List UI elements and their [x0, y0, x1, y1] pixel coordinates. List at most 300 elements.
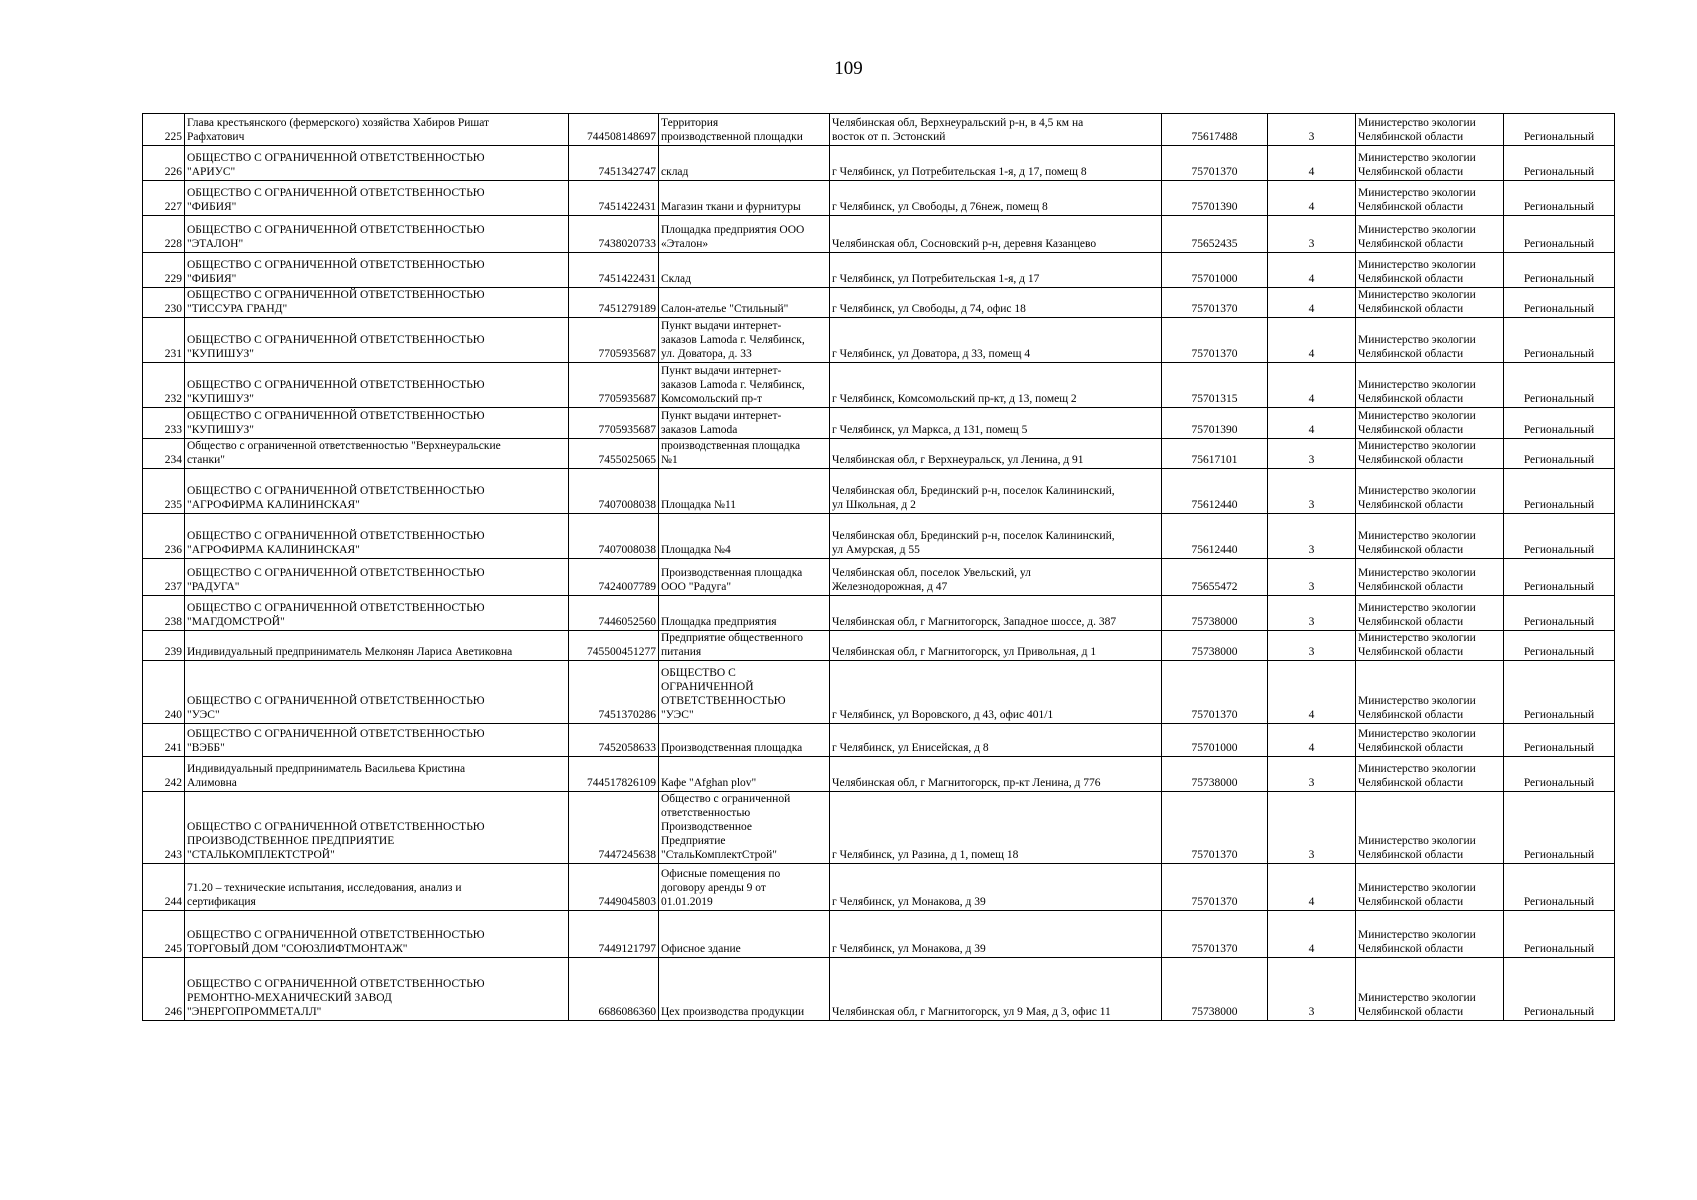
inn-cell	[569, 792, 659, 864]
row-number	[143, 661, 185, 724]
inn-cell-text: 744508148697	[587, 131, 656, 143]
authority-cell	[1356, 253, 1504, 288]
registry-table	[142, 113, 1615, 1021]
oktmo-cell-text: 75701370	[1191, 303, 1238, 315]
oktmo-cell-text: 75701000	[1191, 273, 1238, 285]
table-row	[143, 757, 1615, 792]
inn-cell	[569, 469, 659, 514]
category-cell-text: 4	[1308, 303, 1315, 315]
authority-cell-text: Министерство экологии Челябинской области	[1358, 379, 1476, 405]
category-cell-text: 4	[1308, 273, 1315, 285]
row-number	[143, 114, 185, 146]
object-address-text: г Челябинск, ул Потребительская 1-я, д 17, помещ 8	[832, 166, 1087, 178]
level-cell-text: Региональный	[1523, 273, 1595, 285]
inn-cell-text: 7449045803	[598, 896, 656, 908]
level-cell	[1504, 146, 1615, 181]
object-name	[659, 439, 830, 469]
object-name	[659, 631, 830, 661]
authority-cell-text: Министерство экологии Челябинской области	[1358, 187, 1476, 213]
table-row	[143, 864, 1615, 911]
object-name	[659, 408, 830, 439]
level-cell-text: Региональный	[1523, 499, 1595, 511]
row-number-text: 240	[164, 709, 182, 721]
oktmo-cell	[1162, 318, 1268, 363]
object-address	[830, 792, 1162, 864]
object-address	[830, 114, 1162, 146]
organization-name-text: ОБЩЕСТВО С ОГРАНИЧЕННОЙ ОТВЕТСТВЕННОСТЬЮ "ВЭББ"	[187, 728, 485, 754]
authority-cell-text: Министерство экологии Челябинской области	[1358, 485, 1476, 511]
inn-cell	[569, 559, 659, 596]
object-name-text: ОБЩЕСТВО С ОГРАНИЧЕННОЙ ОТВЕТСТВЕННОСТЬЮ "УЭС"	[661, 667, 786, 721]
oktmo-cell-text: 75652435	[1191, 238, 1238, 250]
level-cell-text: Региональный	[1523, 896, 1595, 908]
organization-name-text: ОБЩЕСТВО С ОГРАНИЧЕННОЙ ОТВЕТСТВЕННОСТЬЮ "ТИССУРА ГРАНД"	[187, 289, 485, 315]
object-name	[659, 661, 830, 724]
oktmo-cell	[1162, 288, 1268, 318]
object-address	[830, 661, 1162, 724]
row-number	[143, 146, 185, 181]
category-cell	[1268, 181, 1356, 216]
authority-cell	[1356, 318, 1504, 363]
organization-name-text: ОБЩЕСТВО С ОГРАНИЧЕННОЙ ОТВЕТСТВЕННОСТЬЮ "АРИУС"	[187, 152, 485, 178]
level-cell	[1504, 911, 1615, 958]
category-cell	[1268, 514, 1356, 559]
inn-cell-text: 7407008038	[598, 544, 656, 556]
object-name	[659, 253, 830, 288]
oktmo-cell-text: 75612440	[1191, 499, 1238, 511]
category-cell	[1268, 631, 1356, 661]
category-cell-text: 4	[1308, 943, 1315, 955]
oktmo-cell	[1162, 181, 1268, 216]
object-address	[830, 864, 1162, 911]
object-name-text: Офисное здание	[661, 943, 741, 955]
object-name-text: производственная площадка №1	[661, 440, 801, 466]
object-name	[659, 216, 830, 253]
row-number	[143, 439, 185, 469]
row-number-text: 228	[164, 238, 182, 250]
oktmo-cell-text: 75701370	[1191, 709, 1238, 721]
row-number-text: 229	[164, 273, 182, 285]
category-cell	[1268, 253, 1356, 288]
object-address-text: Челябинская обл, г Магнитогорск, пр-кт Ленина, д 776	[832, 777, 1101, 789]
object-name-text: Территория производственной площадки	[661, 117, 803, 143]
oktmo-cell	[1162, 724, 1268, 757]
object-name	[659, 146, 830, 181]
authority-cell	[1356, 469, 1504, 514]
oktmo-cell	[1162, 911, 1268, 958]
row-number	[143, 408, 185, 439]
oktmo-cell-text: 75701370	[1191, 896, 1238, 908]
organization-name	[185, 181, 569, 216]
level-cell	[1504, 958, 1615, 1021]
authority-cell	[1356, 724, 1504, 757]
oktmo-cell-text: 75701000	[1191, 742, 1238, 754]
object-address-text: Челябинская обл, г Магнитогорск, ул Привольная, д 1	[832, 646, 1097, 658]
row-number	[143, 363, 185, 408]
oktmo-cell	[1162, 596, 1268, 631]
table-row	[143, 469, 1615, 514]
oktmo-cell	[1162, 408, 1268, 439]
category-cell	[1268, 363, 1356, 408]
object-address-text: г Челябинск, ул Монакова, д 39	[832, 896, 986, 908]
authority-cell	[1356, 114, 1504, 146]
inn-cell	[569, 363, 659, 408]
oktmo-cell	[1162, 864, 1268, 911]
inn-cell	[569, 596, 659, 631]
object-name	[659, 724, 830, 757]
category-cell-text: 3	[1308, 581, 1315, 593]
category-cell	[1268, 439, 1356, 469]
category-cell	[1268, 469, 1356, 514]
object-address	[830, 363, 1162, 408]
object-address-text: Челябинская обл, Брединский р-н, поселок Калининский, ул Амурская, д 55	[832, 530, 1115, 556]
object-name-text: Производственная площадка	[661, 742, 803, 754]
table-row	[143, 958, 1615, 1021]
row-number-text: 239	[164, 646, 182, 658]
organization-name	[185, 318, 569, 363]
category-cell	[1268, 559, 1356, 596]
object-address-text: г Челябинск, Комсомольский пр-кт, д 13, помещ 2	[832, 393, 1077, 405]
organization-name	[185, 408, 569, 439]
row-number	[143, 318, 185, 363]
authority-cell	[1356, 288, 1504, 318]
object-name	[659, 181, 830, 216]
object-address	[830, 146, 1162, 181]
organization-name	[185, 288, 569, 318]
oktmo-cell-text: 75612440	[1191, 544, 1238, 556]
level-cell	[1504, 408, 1615, 439]
level-cell	[1504, 318, 1615, 363]
table-row	[143, 114, 1615, 146]
object-name-text: Склад	[661, 273, 691, 285]
oktmo-cell	[1162, 792, 1268, 864]
level-cell-text: Региональный	[1523, 777, 1595, 789]
object-address-text: г Челябинск, ул Потребительская 1-я, д 17	[832, 273, 1040, 285]
table-row	[143, 408, 1615, 439]
row-number-text: 241	[164, 742, 182, 754]
object-address-text: г Челябинск, ул Маркса, д 131, помещ 5	[832, 424, 1028, 436]
oktmo-cell-text: 75701390	[1191, 424, 1238, 436]
level-cell	[1504, 181, 1615, 216]
level-cell	[1504, 439, 1615, 469]
authority-cell-text: Министерство экологии Челябинской области	[1358, 992, 1476, 1018]
organization-name	[185, 596, 569, 631]
oktmo-cell-text: 75701370	[1191, 943, 1238, 955]
authority-cell	[1356, 146, 1504, 181]
inn-cell	[569, 216, 659, 253]
level-cell-text: Региональный	[1523, 238, 1595, 250]
object-address	[830, 596, 1162, 631]
row-number-text: 226	[164, 166, 182, 178]
object-name-text: Цех производства продукции	[661, 1006, 805, 1018]
object-address-text: г Челябинск, ул Енисейская, д 8	[832, 742, 989, 754]
oktmo-cell	[1162, 253, 1268, 288]
object-address	[830, 318, 1162, 363]
authority-cell	[1356, 661, 1504, 724]
authority-cell	[1356, 631, 1504, 661]
organization-name-text: ОБЩЕСТВО С ОГРАНИЧЕННОЙ ОТВЕТСТВЕННОСТЬЮ "АГРОФИРМА КАЛИНИНСКАЯ"	[187, 485, 485, 511]
authority-cell-text: Министерство экологии Челябинской области	[1358, 763, 1476, 789]
object-name-text: Салон-ателье "Стильный"	[661, 303, 789, 315]
row-number-text: 227	[164, 201, 182, 213]
object-address	[830, 631, 1162, 661]
inn-cell-text: 7446052560	[598, 616, 656, 628]
category-cell	[1268, 288, 1356, 318]
authority-cell-text: Министерство экологии Челябинской области	[1358, 882, 1476, 908]
level-cell-text: Региональный	[1523, 709, 1595, 721]
oktmo-cell	[1162, 559, 1268, 596]
category-cell-text: 3	[1308, 616, 1315, 628]
row-number-text: 237	[164, 581, 182, 593]
row-number	[143, 469, 185, 514]
object-name	[659, 596, 830, 631]
level-cell	[1504, 724, 1615, 757]
object-address-text: Челябинская обл, Сосновский р-н, деревня Казанцево	[832, 238, 1097, 250]
level-cell-text: Региональный	[1523, 201, 1595, 213]
row-number	[143, 958, 185, 1021]
category-cell	[1268, 864, 1356, 911]
object-address	[830, 216, 1162, 253]
table-row	[143, 318, 1615, 363]
row-number	[143, 181, 185, 216]
row-number-text: 246	[164, 1006, 182, 1018]
category-cell-text: 3	[1308, 499, 1315, 511]
inn-cell-text: 7452058633	[598, 742, 656, 754]
level-cell	[1504, 559, 1615, 596]
category-cell-text: 4	[1308, 896, 1315, 908]
category-cell-text: 4	[1308, 393, 1315, 405]
organization-name	[185, 469, 569, 514]
object-name-text: Кафе "Afghan plov"	[661, 777, 757, 789]
level-cell-text: Региональный	[1523, 131, 1595, 143]
object-name-text: Площадка предприятия ООО «Эталон»	[661, 224, 805, 250]
table-row	[143, 181, 1615, 216]
oktmo-cell	[1162, 631, 1268, 661]
authority-cell-text: Министерство экологии Челябинской области	[1358, 152, 1476, 178]
inn-cell-text: 6686086360	[598, 1006, 656, 1018]
category-cell	[1268, 958, 1356, 1021]
organization-name-text: ОБЩЕСТВО С ОГРАНИЧЕННОЙ ОТВЕТСТВЕННОСТЬЮ "РАДУГА"	[187, 567, 485, 593]
category-cell	[1268, 216, 1356, 253]
oktmo-cell	[1162, 114, 1268, 146]
object-address-text: Челябинская обл, Верхнеуральский р-н, в 4,5 км на восток от п. Эстонский	[832, 117, 1084, 143]
organization-name	[185, 559, 569, 596]
organization-name	[185, 514, 569, 559]
organization-name-text: ОБЩЕСТВО С ОГРАНИЧЕННОЙ ОТВЕТСТВЕННОСТЬЮ "ФИБИЯ"	[187, 259, 485, 285]
organization-name-text: Индивидуальный предприниматель Васильева Кристина Алимовна	[187, 763, 466, 789]
oktmo-cell	[1162, 514, 1268, 559]
row-number	[143, 864, 185, 911]
object-name-text: Площадка №11	[661, 499, 737, 511]
object-address-text: Челябинская обл, Брединский р-н, поселок Калининский, ул Школьная, д 2	[832, 485, 1115, 511]
oktmo-cell-text: 75738000	[1191, 777, 1238, 789]
organization-name	[185, 792, 569, 864]
oktmo-cell-text: 75617488	[1191, 131, 1238, 143]
organization-name	[185, 146, 569, 181]
organization-name	[185, 724, 569, 757]
authority-cell	[1356, 792, 1504, 864]
authority-cell	[1356, 181, 1504, 216]
object-name	[659, 288, 830, 318]
object-name-text: Магазин ткани и фурнитуры	[661, 201, 801, 213]
inn-cell-text: 7705935687	[598, 424, 656, 436]
page-number: 109	[834, 58, 863, 79]
organization-name-text: ОБЩЕСТВО С ОГРАНИЧЕННОЙ ОТВЕТСТВЕННОСТЬЮ "ФИБИЯ"	[187, 187, 485, 213]
organization-name-text: ОБЩЕСТВО С ОГРАНИЧЕННОЙ ОТВЕТСТВЕННОСТЬЮ ТОРГОВЫЙ ДОМ "СОЮЗЛИФТМОНТАЖ"	[187, 929, 485, 955]
level-cell	[1504, 363, 1615, 408]
object-name-text: склад	[661, 166, 689, 178]
object-name-text: Пункт выдачи интернет- заказов Lamoda	[661, 410, 782, 436]
row-number	[143, 631, 185, 661]
table-row	[143, 253, 1615, 288]
table-row	[143, 146, 1615, 181]
row-number	[143, 596, 185, 631]
oktmo-cell	[1162, 146, 1268, 181]
authority-cell-text: Министерство экологии Челябинской области	[1358, 695, 1476, 721]
row-number-text: 244	[164, 896, 182, 908]
object-address-text: г Челябинск, ул Разина, д 1, помещ 18	[832, 849, 1019, 861]
authority-cell	[1356, 408, 1504, 439]
organization-name-text: ОБЩЕСТВО С ОГРАНИЧЕННОЙ ОТВЕТСТВЕННОСТЬЮ "МАГДОМСТРОЙ"	[187, 602, 485, 628]
level-cell-text: Региональный	[1523, 393, 1595, 405]
row-number-text: 225	[164, 131, 182, 143]
object-name-text: Площадка №4	[661, 544, 731, 556]
row-number	[143, 757, 185, 792]
object-name	[659, 469, 830, 514]
organization-name	[185, 631, 569, 661]
level-cell-text: Региональный	[1523, 303, 1595, 315]
row-number	[143, 514, 185, 559]
authority-cell-text: Министерство экологии Челябинской области	[1358, 117, 1476, 143]
row-number-text: 230	[164, 303, 182, 315]
authority-cell	[1356, 439, 1504, 469]
authority-cell-text: Министерство экологии Челябинской области	[1358, 929, 1476, 955]
object-address-text: г Челябинск, ул Монакова, д 39	[832, 943, 986, 955]
object-address	[830, 757, 1162, 792]
organization-name	[185, 253, 569, 288]
organization-name	[185, 958, 569, 1021]
authority-cell-text: Министерство экологии Челябинской области	[1358, 289, 1476, 315]
level-cell	[1504, 661, 1615, 724]
row-number	[143, 911, 185, 958]
organization-name-text: Глава крестьянского (фермерского) хозяйства Хабиров Ришат Рафхатович	[187, 117, 490, 143]
row-number	[143, 216, 185, 253]
object-address-text: Челябинская обл, г Магнитогорск, ул 9 Мая, д 3, офис 11	[832, 1006, 1111, 1018]
organization-name-text: ОБЩЕСТВО С ОГРАНИЧЕННОЙ ОТВЕТСТВЕННОСТЬЮ "УЭС"	[187, 695, 485, 721]
category-cell	[1268, 661, 1356, 724]
authority-cell	[1356, 216, 1504, 253]
table-row	[143, 792, 1615, 864]
organization-name	[185, 911, 569, 958]
inn-cell-text: 7449121797	[598, 943, 656, 955]
table-row	[143, 439, 1615, 469]
level-cell	[1504, 114, 1615, 146]
object-address	[830, 514, 1162, 559]
category-cell	[1268, 911, 1356, 958]
category-cell	[1268, 146, 1356, 181]
object-name-text: Производственная площадка ООО "Радуга"	[661, 567, 803, 593]
organization-name-text: ОБЩЕСТВО С ОГРАНИЧЕННОЙ ОТВЕТСТВЕННОСТЬЮ "КУПИШУЗ"	[187, 410, 485, 436]
inn-cell	[569, 757, 659, 792]
table-row	[143, 596, 1615, 631]
category-cell	[1268, 408, 1356, 439]
level-cell	[1504, 253, 1615, 288]
category-cell-text: 3	[1308, 1006, 1315, 1018]
oktmo-cell-text: 75701370	[1191, 348, 1238, 360]
category-cell-text: 4	[1308, 424, 1315, 436]
object-address-text: Челябинская обл, г Верхнеуральск, ул Ленина, д 91	[832, 454, 1084, 466]
inn-cell	[569, 146, 659, 181]
level-cell	[1504, 469, 1615, 514]
authority-cell	[1356, 363, 1504, 408]
organization-name-text: ОБЩЕСТВО С ОГРАНИЧЕННОЙ ОТВЕТСТВЕННОСТЬЮ РЕМОНТНО-МЕХАНИЧЕСКИЙ ЗАВОД "ЭНЕРГОПРОММЕТАЛЛ"	[187, 978, 485, 1018]
organization-name	[185, 363, 569, 408]
inn-cell-text: 745500451277	[587, 646, 656, 658]
authority-cell	[1356, 911, 1504, 958]
oktmo-cell	[1162, 363, 1268, 408]
inn-cell	[569, 114, 659, 146]
category-cell	[1268, 114, 1356, 146]
organization-name	[185, 114, 569, 146]
object-address-text: г Челябинск, ул Свободы, д 76неж, помещ 8	[832, 201, 1048, 213]
oktmo-cell	[1162, 469, 1268, 514]
object-name-text: Пункт выдачи интернет- заказов Lamoda г. Челябинск, ул. Доватора, д. 33	[661, 320, 805, 360]
inn-cell-text: 7451422431	[598, 201, 656, 213]
inn-cell-text: 7451342747	[598, 166, 656, 178]
oktmo-cell-text: 75701370	[1191, 166, 1238, 178]
object-name	[659, 318, 830, 363]
oktmo-cell-text: 75738000	[1191, 616, 1238, 628]
object-name-text: Предприятие общественного питания	[661, 632, 804, 658]
object-name	[659, 792, 830, 864]
level-cell	[1504, 864, 1615, 911]
row-number-text: 245	[164, 943, 182, 955]
authority-cell-text: Министерство экологии Челябинской области	[1358, 530, 1476, 556]
inn-cell	[569, 514, 659, 559]
row-number-text: 234	[164, 454, 182, 466]
object-name	[659, 958, 830, 1021]
row-number-text: 238	[164, 616, 182, 628]
authority-cell-text: Министерство экологии Челябинской области	[1358, 334, 1476, 360]
table-row	[143, 216, 1615, 253]
row-number-text: 236	[164, 544, 182, 556]
row-number	[143, 253, 185, 288]
object-address-text: Челябинская обл, г Магнитогорск, Западное шоссе, д. 387	[832, 616, 1117, 628]
object-name-text: Общество с ограниченной ответственностью Производственное Предприятие "СтальКомплектСтрой"	[661, 793, 791, 861]
table-row	[143, 724, 1615, 757]
authority-cell	[1356, 958, 1504, 1021]
object-address-text: г Челябинск, ул Воровского, д 43, офис 401/1	[832, 709, 1054, 721]
row-number-text: 233	[164, 424, 182, 436]
inn-cell	[569, 408, 659, 439]
inn-cell-text: 7438020733	[598, 238, 656, 250]
inn-cell-text: 7407008038	[598, 499, 656, 511]
organization-name-text: ОБЩЕСТВО С ОГРАНИЧЕННОЙ ОТВЕТСТВЕННОСТЬЮ "КУПИШУЗ"	[187, 379, 485, 405]
category-cell-text: 4	[1308, 742, 1315, 754]
row-number	[143, 559, 185, 596]
row-number-text: 232	[164, 393, 182, 405]
inn-cell-text: 7451422431	[598, 273, 656, 285]
inn-cell	[569, 253, 659, 288]
authority-cell-text: Министерство экологии Челябинской области	[1358, 224, 1476, 250]
organization-name	[185, 439, 569, 469]
level-cell-text: Региональный	[1523, 943, 1595, 955]
category-cell-text: 4	[1308, 201, 1315, 213]
level-cell-text: Региональный	[1523, 581, 1595, 593]
object-address	[830, 439, 1162, 469]
object-name	[659, 514, 830, 559]
object-address-text: г Челябинск, ул Свободы, д 74, офис 18	[832, 303, 1026, 315]
